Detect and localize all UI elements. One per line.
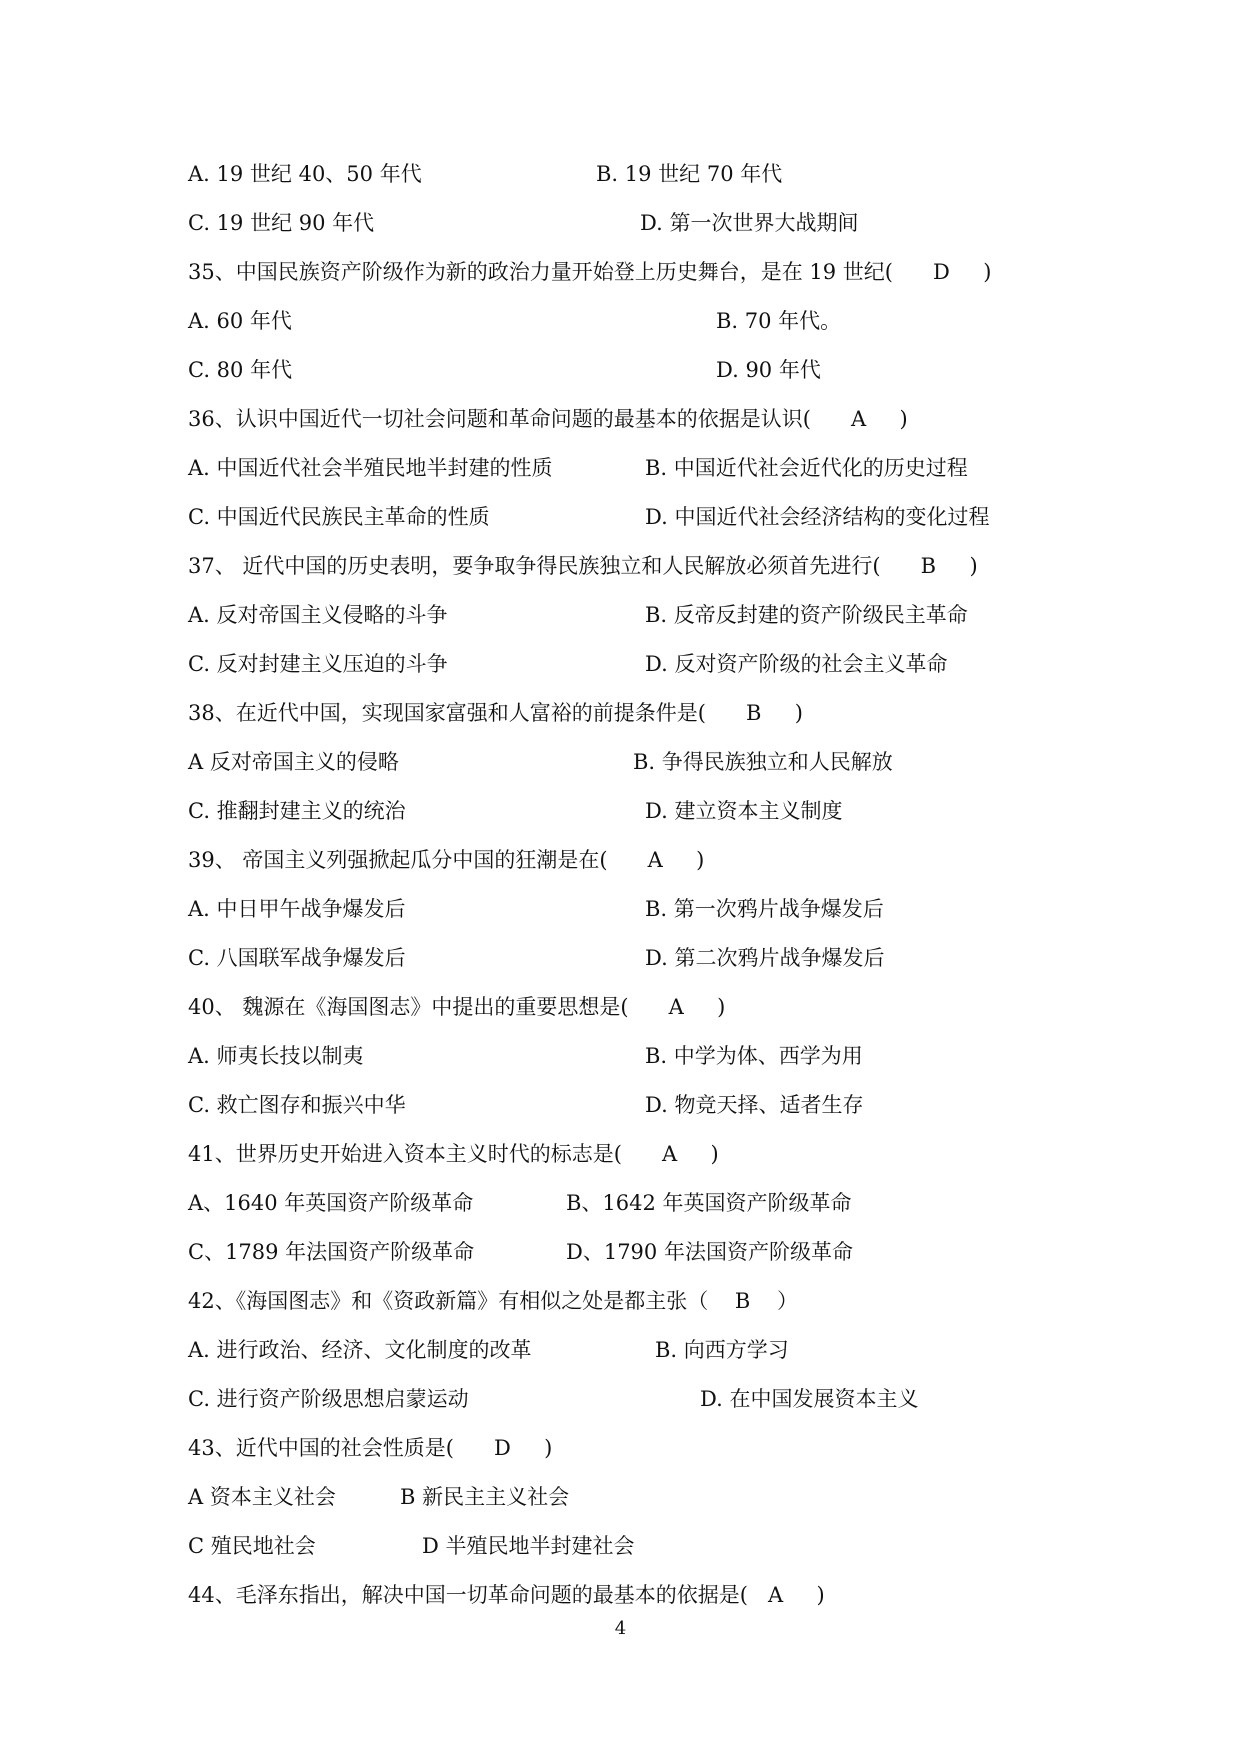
option-d: D. 建立资本主义制度 — [645, 799, 843, 823]
option-a: A. 反对帝国主义侵略的斗争 — [188, 603, 448, 627]
option-b: B. 中学为体、西学为用 — [645, 1044, 863, 1068]
option-d: D、1790 年法国资产阶级革命 — [566, 1240, 853, 1264]
question-43: 43、近代中国的社会性质是( D ) — [188, 1436, 553, 1460]
option-b: B. 19 世纪 70 年代 — [596, 162, 783, 186]
option-b: B、1642 年英国资产阶级革命 — [566, 1191, 852, 1215]
option-b: B. 向西方学习 — [655, 1338, 789, 1362]
option-d: D. 中国近代社会经济结构的变化过程 — [645, 505, 990, 529]
option-c: C. 救亡图存和振兴中华 — [188, 1093, 406, 1117]
option-c: C. 进行资产阶级思想启蒙运动 — [188, 1387, 469, 1411]
option-b: B 新民主主义社会 — [400, 1485, 570, 1509]
option-c: C. 19 世纪 90 年代 — [188, 211, 375, 235]
option-c: C. 推翻封建主义的统治 — [188, 799, 406, 823]
option-c: C、1789 年法国资产阶级革命 — [188, 1240, 475, 1264]
option-b: B. 争得民族独立和人民解放 — [633, 750, 893, 774]
page-number: 4 — [614, 1618, 627, 1639]
question-41: 41、世界历史开始进入资本主义时代的标志是( A ) — [188, 1142, 719, 1166]
option-a: A. 19 世纪 40、50 年代 — [188, 162, 422, 186]
option-d: D 半殖民地半封建社会 — [422, 1534, 635, 1558]
question-39: 39、 帝国主义列强掀起瓜分中国的狂潮是在( A ) — [188, 848, 705, 872]
option-a: A. 60 年代 — [188, 309, 292, 333]
option-c: C. 反对封建主义压迫的斗争 — [188, 652, 448, 676]
option-b: B. 反帝反封建的资产阶级民主革命 — [645, 603, 968, 627]
option-a: A 资本主义社会 — [188, 1485, 336, 1509]
option-a: A. 进行政治、经济、文化制度的改革 — [188, 1338, 532, 1362]
option-b: B. 70 年代。 — [716, 309, 842, 333]
option-a: A 反对帝国主义的侵略 — [188, 750, 399, 774]
question-42: 42、《海国图志》和《资政新篇》有相似之处是都主张（ B ） — [188, 1289, 799, 1313]
option-c: C. 80 年代 — [188, 358, 293, 382]
option-c: C 殖民地社会 — [188, 1534, 316, 1558]
option-d: D. 第二次鸦片战争爆发后 — [645, 946, 885, 970]
option-a: A. 中日甲午战争爆发后 — [188, 897, 406, 921]
option-d: D. 物竞天择、适者生存 — [645, 1093, 864, 1117]
option-d: D. 反对资产阶级的社会主义革命 — [645, 652, 948, 676]
question-44: 44、毛泽东指出，解决中国一切革命问题的最基本的依据是( A ) — [188, 1583, 825, 1607]
option-b: B. 中国近代社会近代化的历史过程 — [645, 456, 968, 480]
question-35: 35、中国民族资产阶级作为新的政治力量开始登上历史舞台，是在 19 世纪( D ) — [188, 260, 992, 284]
option-a: A、1640 年英国资产阶级革命 — [188, 1191, 474, 1215]
option-c: C. 中国近代民族民主革命的性质 — [188, 505, 490, 529]
question-37: 37、 近代中国的历史表明，要争取争得民族独立和人民解放必须首先进行( B ) — [188, 554, 978, 578]
option-a: A. 中国近代社会半殖民地半封建的性质 — [188, 456, 553, 480]
option-d: D. 90 年代 — [716, 358, 821, 382]
option-d: D. 第一次世界大战期间 — [640, 211, 859, 235]
option-b: B. 第一次鸦片战争爆发后 — [645, 897, 884, 921]
option-a: A. 师夷长技以制夷 — [188, 1044, 364, 1068]
option-c: C. 八国联军战争爆发后 — [188, 946, 406, 970]
option-d: D. 在中国发展资本主义 — [700, 1387, 919, 1411]
question-38: 38、在近代中国，实现国家富强和人富裕的前提条件是( B ) — [188, 701, 803, 725]
question-36: 36、认识中国近代一切社会问题和革命问题的最基本的依据是认识( A ) — [188, 407, 908, 431]
question-40: 40、 魏源在《海国图志》中提出的重要思想是( A ) — [188, 995, 726, 1019]
